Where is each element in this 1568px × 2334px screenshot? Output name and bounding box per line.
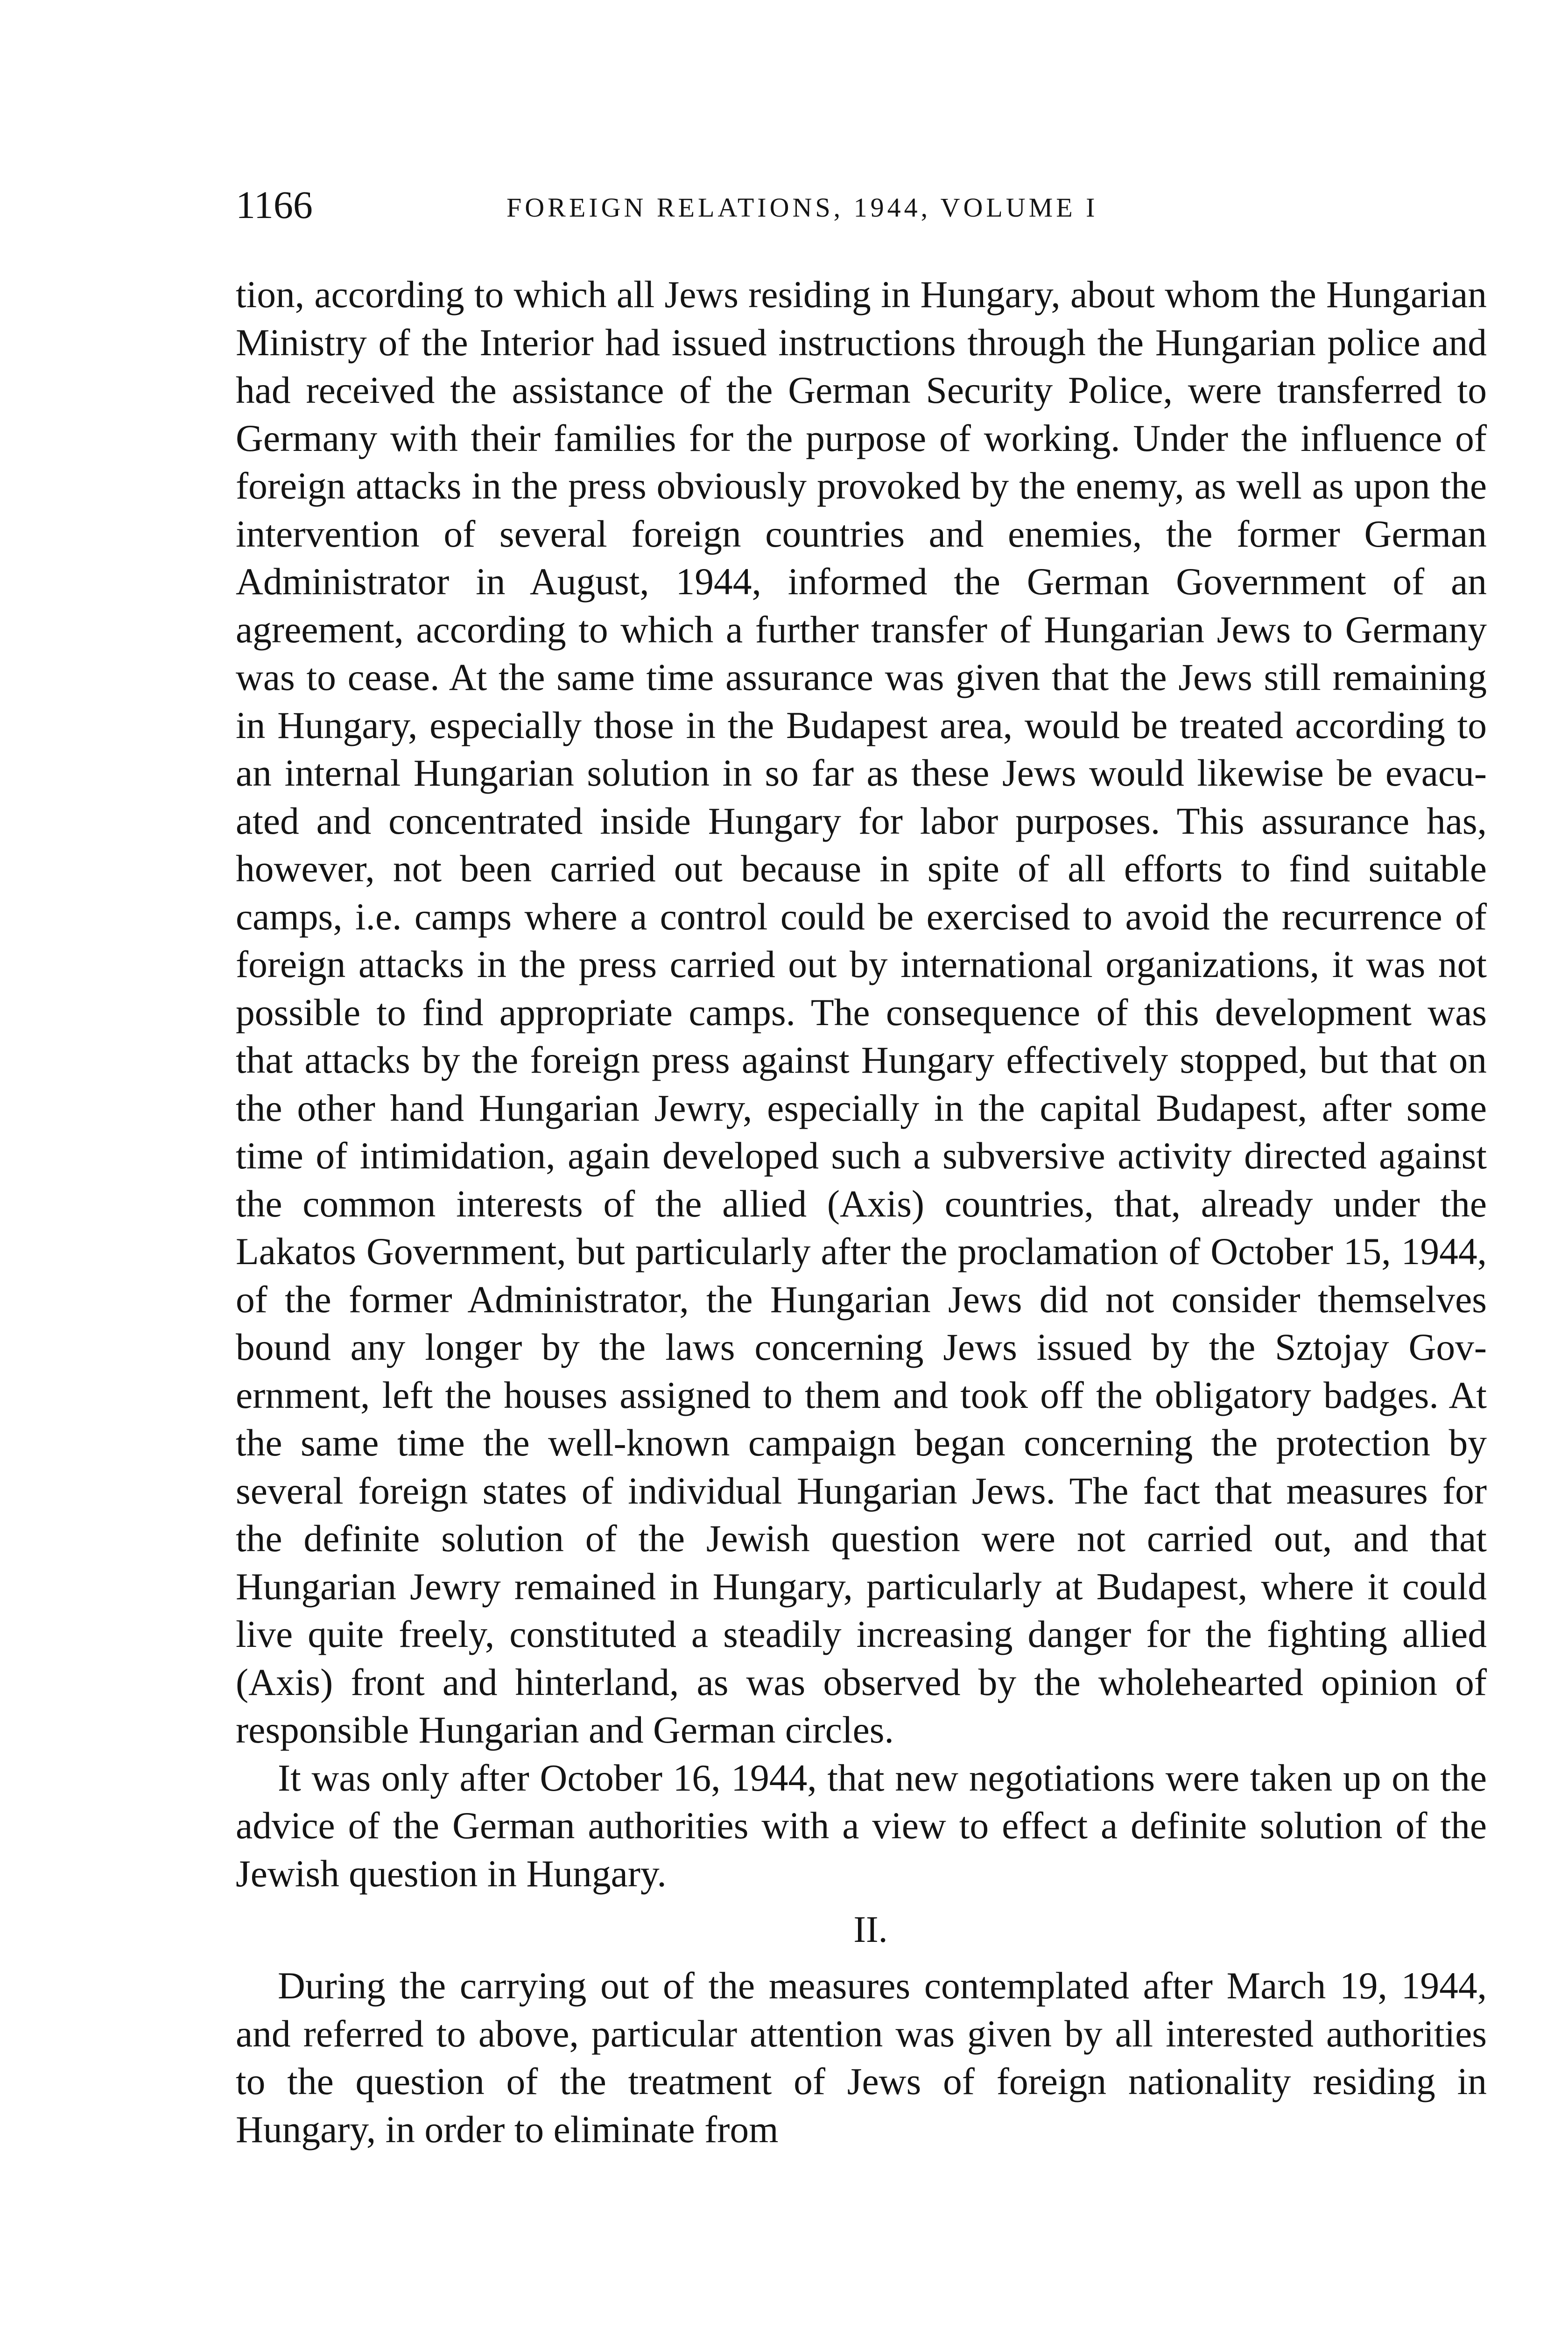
section-heading: II. <box>853 1909 888 1950</box>
body-text <box>236 271 1487 2153</box>
running-head-title: FOREIGN RELATIONS, 1944, VOLUME I <box>506 192 1098 223</box>
document-page <box>236 180 1487 2153</box>
paragraph-continued: tion, according to which all Jews residing in Hungary, about whom the Hungarian Ministry of the Interior had issued instructions through the Hungarian police and had received the assistance of the German Security Police, were transferred to Germany with their families for the purpose of working. Under the influence of foreign attacks in the press obviously provoked by the enemy, as well as upon the intervention of several foreign countries and enemies, the former German Administrator in August, 1944, informed the German Government of an agreement, according to which a further transfer of Hungarian Jews to Germany was to cease. At the same time assurance was given that the Jews still remaining in Hungary, especially those in the Budapest area, would be treated according to an internal Hungarian solution in so far as these Jews would likewise be evacuated and concentrated inside Hungary for labor purposes. This assurance has, however, not been carried out because in spite of all efforts to find suitable camps, i.e. camps where a control could be exercised to avoid the recurrence of foreign attacks in the press carried out by international organizations, it was not possible to find appropriate camps. The consequence of this development was that attacks by the foreign press against Hungary effectively stopped, but that on the other hand Hungarian Jewry, especially in the capital Budapest, after some time of intimidation, again developed such a subversive activity directed against the common interests of the allied (Axis) countries, that, already under the Lakatos Government, but particularly after the proclamation of October 15, 1944, of the former Administrator, the Hungarian Jews did not consider themselves bound any longer by the laws concerning Jews issued by the Sztojay Government, left the houses assigned to them and took off the obligatory badges. At the same time the well-known campaign began concerning the protection by several foreign states of individual Hungarian Jews. The fact that measures for the definite solution of the Jewish question were not carried out, and that Hungarian Jewry remained in Hungary, particularly at Budapest, where it could live quite freely, constituted a steadily increasing danger for the fighting allied (Axis) front and hinterland, as was observed by the wholehearted opinion of responsible Hungarian and German circles. <box>236 273 1487 1751</box>
page-number: 1166 <box>236 183 313 227</box>
paragraph-foreign-jews: During the carrying out of the measures contemplated after March 19, 1944, and referred to above, particular attention was given by all interested authorities to the question of the treatment of Jews of foreign nationality residing in Hungary, in order to eliminate from <box>236 1964 1487 2151</box>
running-head <box>236 180 1487 236</box>
paragraph-negotiations: It was only after October 16, 1944, that new negotiations were taken up on the advice of the German authorities with a view to effect a definite solution of the Jewish question in Hungary. <box>236 1756 1487 1895</box>
